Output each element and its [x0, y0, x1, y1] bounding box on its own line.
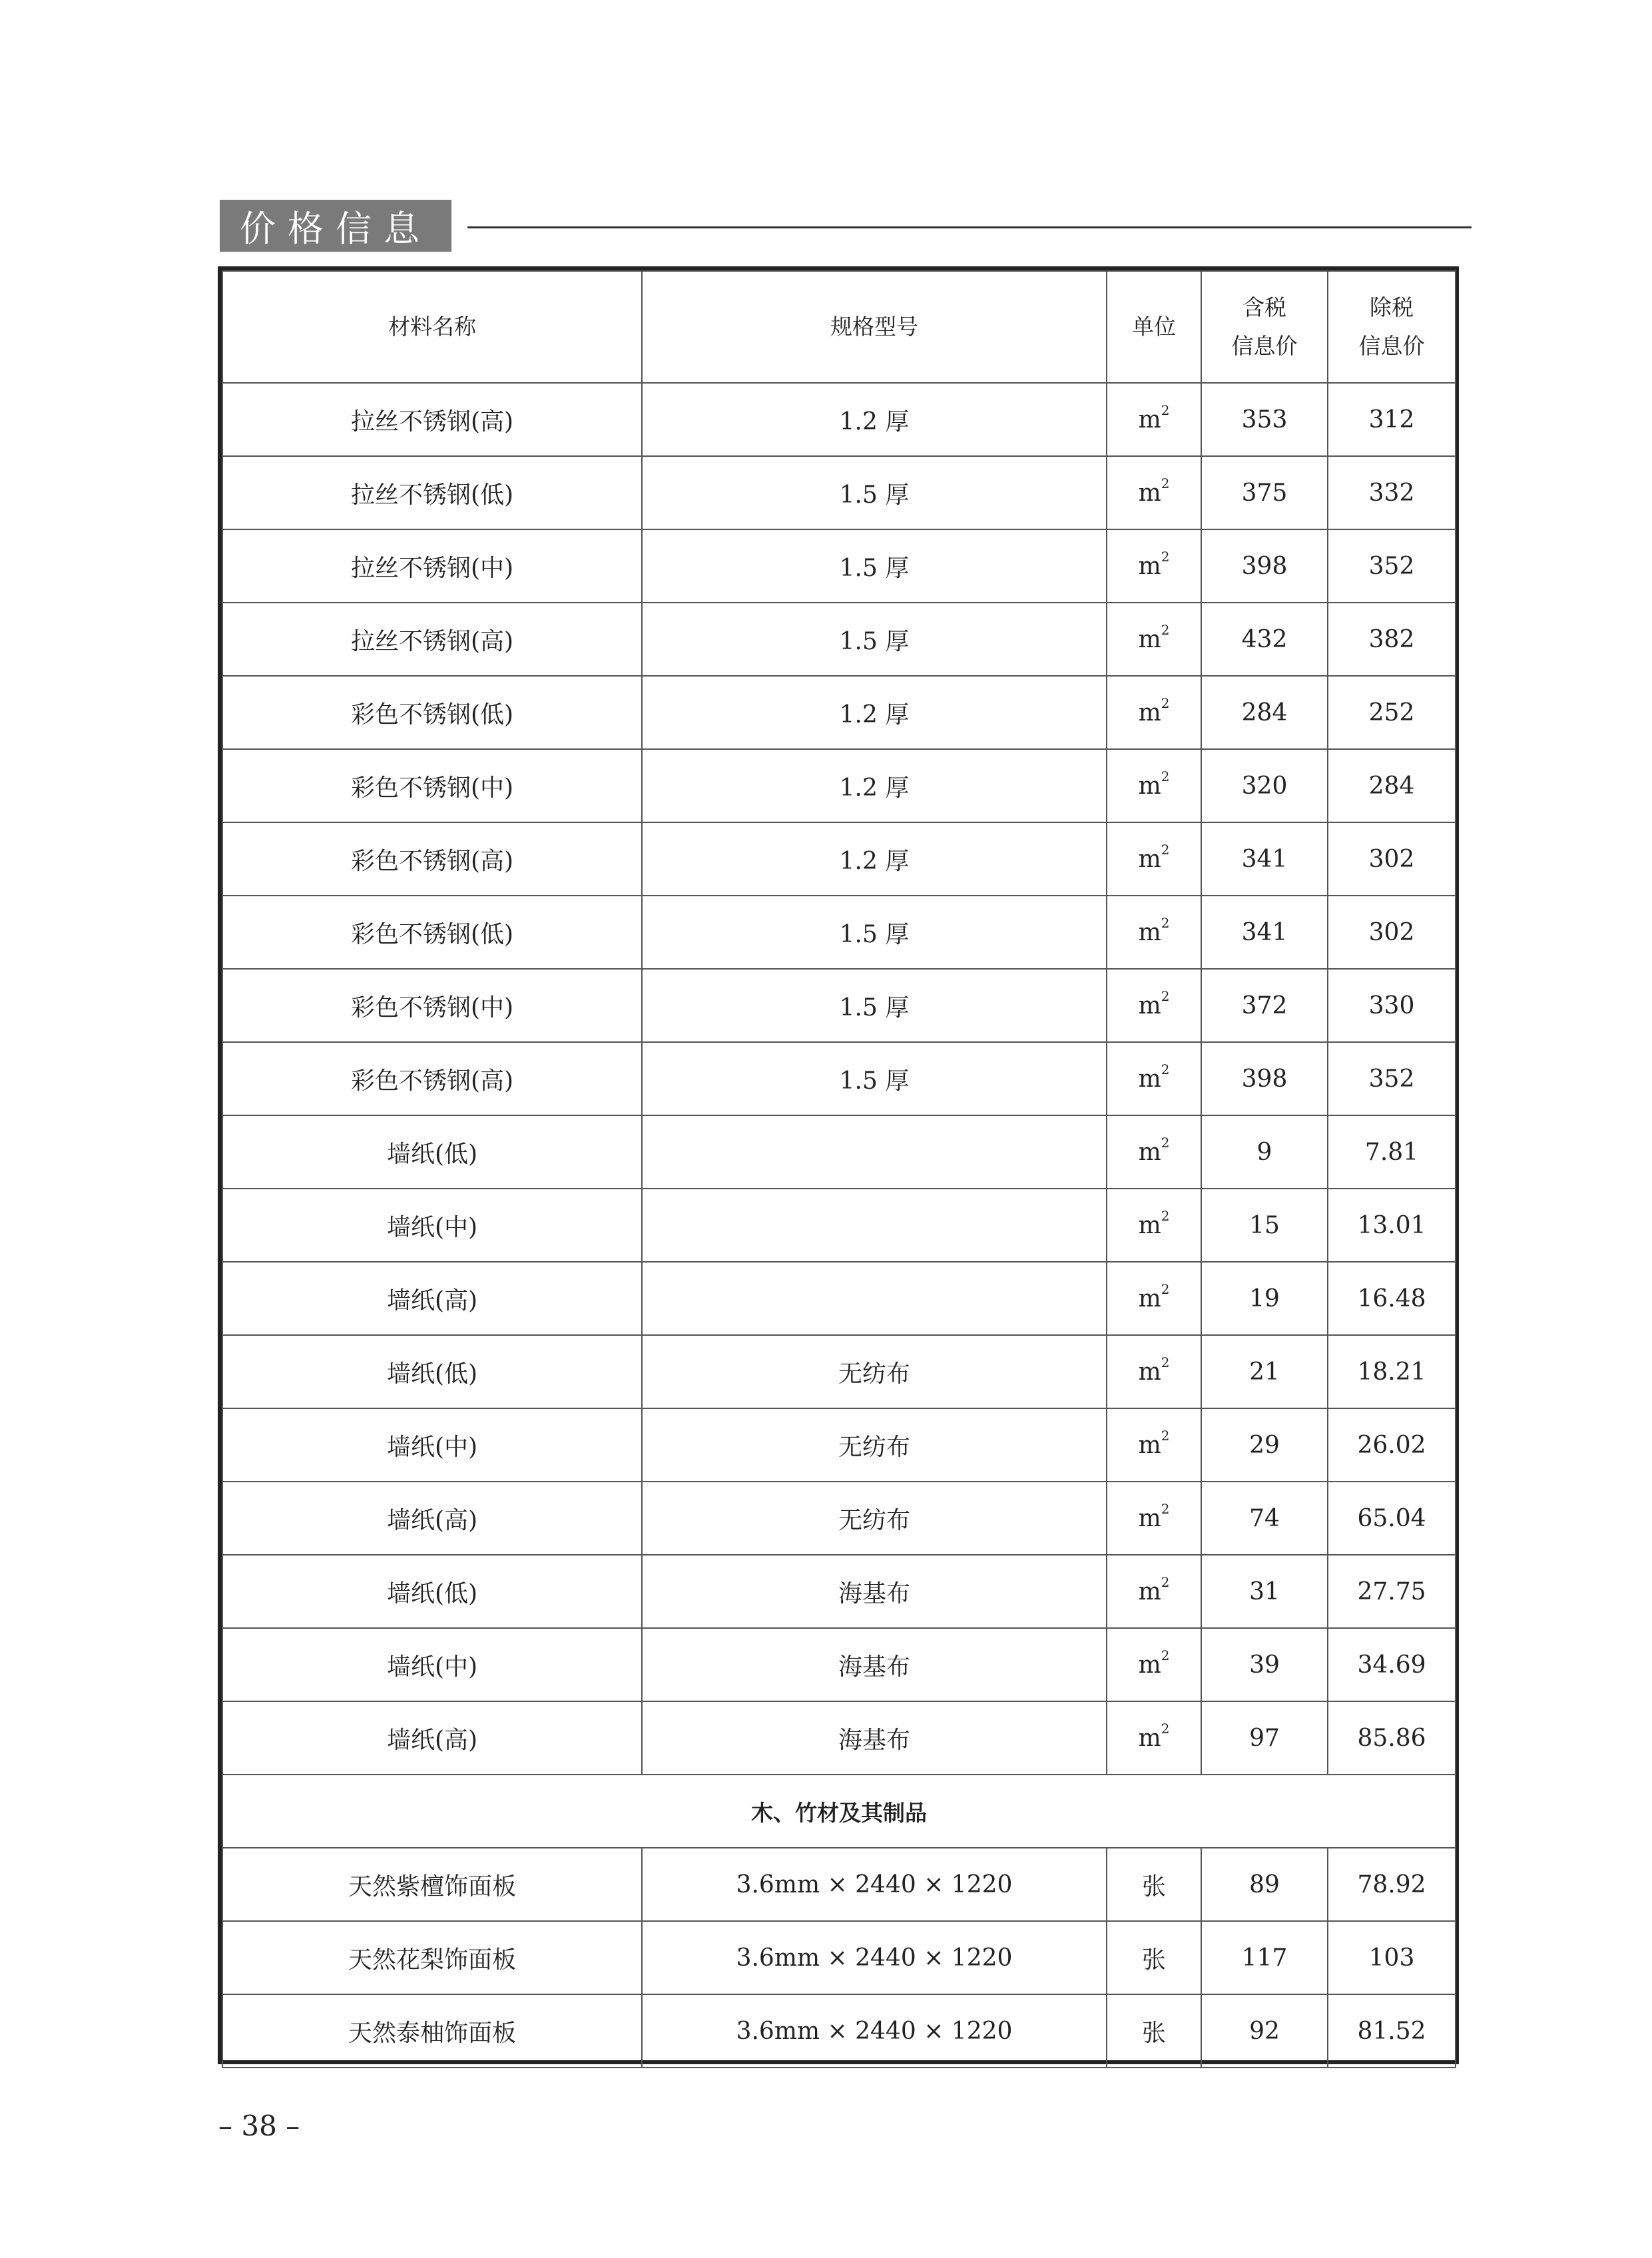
cell-tax-price: 29 [1201, 1408, 1328, 1482]
cell-tax-price: 372 [1201, 969, 1328, 1042]
cell-spec: 1.2 厚 [642, 749, 1107, 822]
cell-unit [1107, 603, 1201, 676]
cell-unit [1107, 1115, 1201, 1189]
cell-tax-price: 89 [1201, 1848, 1328, 1921]
cell-tax-price: 74 [1201, 1482, 1328, 1555]
cell-name: 墙纸(中) [222, 1408, 642, 1482]
cell-notax-price: 16.48 [1328, 1262, 1456, 1335]
cell-notax-price: 103 [1328, 1921, 1456, 1994]
cell-tax-price: 92 [1201, 1994, 1328, 2068]
table-body [222, 383, 1456, 2068]
section-title: 价格信息 [220, 200, 451, 252]
cell-name: 天然紫檀饰面板 [222, 1848, 642, 1921]
col-header-spec: 规格型号 [642, 271, 1107, 383]
cell-unit [1107, 1994, 1201, 2068]
table-row [222, 1482, 1456, 1555]
cell-tax-price: 398 [1201, 1042, 1328, 1115]
unit-superscript: 2 [1161, 548, 1170, 565]
unit-base: m [1138, 625, 1161, 653]
cell-notax-price: 34.69 [1328, 1628, 1456, 1701]
unit-base: m [1138, 1211, 1161, 1239]
cell-tax-price: 31 [1201, 1555, 1328, 1628]
cell-tax-price: 432 [1201, 603, 1328, 676]
cell-name: 墙纸(高) [222, 1262, 642, 1335]
cell-spec: 无纺布 [642, 1335, 1107, 1408]
cell-notax-price: 252 [1328, 676, 1456, 749]
table-row [222, 383, 1456, 456]
cell-notax-price: 7.81 [1328, 1115, 1456, 1189]
table-row [222, 676, 1456, 749]
cell-unit [1107, 383, 1201, 456]
table-row [222, 1848, 1456, 1921]
cell-unit [1107, 749, 1201, 822]
cell-name: 墙纸(中) [222, 1628, 642, 1701]
unit-superscript: 2 [1161, 1354, 1170, 1370]
table-row [222, 896, 1456, 969]
cell-unit [1107, 1555, 1201, 1628]
cell-spec: 无纺布 [642, 1482, 1107, 1555]
cell-notax-price: 65.04 [1328, 1482, 1456, 1555]
price-table-container [218, 266, 1459, 2064]
unit-base: m [1138, 552, 1161, 580]
cell-unit [1107, 1701, 1201, 1775]
table-row [222, 1701, 1456, 1775]
cell-name: 彩色不锈钢(高) [222, 822, 642, 896]
cell-spec: 1.5 厚 [642, 529, 1107, 603]
cell-tax-price: 398 [1201, 529, 1328, 603]
cell-unit [1107, 896, 1201, 969]
cell-spec: 1.2 厚 [642, 676, 1107, 749]
cell-spec [642, 1262, 1107, 1335]
cell-notax-price: 27.75 [1328, 1555, 1456, 1628]
cell-name: 彩色不锈钢(低) [222, 896, 642, 969]
cell-spec [642, 1115, 1107, 1189]
unit-base: m [1138, 1504, 1161, 1532]
cell-spec: 1.5 厚 [642, 603, 1107, 676]
unit-base: m [1138, 1358, 1161, 1386]
table-row [222, 1042, 1456, 1115]
col-header-name: 材料名称 [222, 271, 642, 383]
cell-notax-price: 284 [1328, 749, 1456, 822]
unit-superscript: 2 [1161, 1134, 1170, 1151]
cell-notax-price: 302 [1328, 896, 1456, 969]
table-row [222, 529, 1456, 603]
cell-notax-price: 332 [1328, 456, 1456, 529]
cell-spec: 3.6mm × 2440 × 1220 [642, 1994, 1107, 2068]
cell-unit [1107, 1189, 1201, 1262]
cell-name: 拉丝不锈钢(高) [222, 603, 642, 676]
cell-notax-price: 85.86 [1328, 1701, 1456, 1775]
unit-base: 张 [1141, 2019, 1166, 2047]
cell-notax-price: 26.02 [1328, 1408, 1456, 1482]
table-row [222, 1921, 1456, 1994]
unit-base: m [1138, 1724, 1161, 1752]
cell-spec: 1.2 厚 [642, 383, 1107, 456]
cell-tax-price: 284 [1201, 676, 1328, 749]
cell-spec: 1.5 厚 [642, 1042, 1107, 1115]
col-header-tax-price: 含税 信息价 [1201, 271, 1328, 383]
cell-spec: 3.6mm × 2440 × 1220 [642, 1921, 1107, 1994]
page-number: – 38 – [218, 2110, 300, 2142]
col-header-unit: 单位 [1107, 271, 1201, 383]
unit-superscript: 2 [1161, 988, 1170, 1004]
cell-name: 墙纸(低) [222, 1335, 642, 1408]
cell-unit [1107, 969, 1201, 1042]
cell-notax-price: 382 [1328, 603, 1456, 676]
cell-unit [1107, 1042, 1201, 1115]
col-header-notax-price: 除税 信息价 [1328, 271, 1456, 383]
unit-superscript: 2 [1161, 1280, 1170, 1297]
unit-base: m [1138, 1065, 1161, 1093]
cell-unit [1107, 1262, 1201, 1335]
category-row [222, 1775, 1456, 1848]
cell-name: 墙纸(中) [222, 1189, 642, 1262]
cell-name: 拉丝不锈钢(中) [222, 529, 642, 603]
unit-base: m [1138, 845, 1161, 873]
cell-notax-price: 13.01 [1328, 1189, 1456, 1262]
price-table [222, 270, 1456, 2068]
cell-notax-price: 81.52 [1328, 1994, 1456, 2068]
unit-base: m [1138, 1651, 1161, 1679]
unit-base: m [1138, 479, 1161, 507]
cell-notax-price: 330 [1328, 969, 1456, 1042]
cell-name: 墙纸(低) [222, 1555, 642, 1628]
cell-tax-price: 353 [1201, 383, 1328, 456]
cell-notax-price: 352 [1328, 1042, 1456, 1115]
cell-tax-price: 15 [1201, 1189, 1328, 1262]
unit-superscript: 2 [1161, 402, 1170, 418]
table-header-row [222, 271, 1456, 383]
cell-tax-price: 375 [1201, 456, 1328, 529]
unit-base: m [1138, 991, 1161, 1019]
cell-spec: 1.2 厚 [642, 822, 1107, 896]
unit-base: m [1138, 1431, 1161, 1459]
unit-base: m [1138, 1577, 1161, 1605]
unit-superscript: 2 [1161, 841, 1170, 858]
unit-base: m [1138, 1284, 1161, 1312]
cell-unit [1107, 1628, 1201, 1701]
unit-superscript: 2 [1161, 621, 1170, 638]
cell-spec [642, 1189, 1107, 1262]
unit-superscript: 2 [1161, 1207, 1170, 1224]
cell-unit [1107, 822, 1201, 896]
cell-name: 墙纸(高) [222, 1701, 642, 1775]
table-row [222, 1628, 1456, 1701]
unit-base: m [1138, 1138, 1161, 1166]
cell-tax-price: 117 [1201, 1921, 1328, 1994]
unit-superscript: 2 [1161, 1427, 1170, 1444]
cell-name: 彩色不锈钢(中) [222, 749, 642, 822]
table-row [222, 1994, 1456, 2068]
table-row [222, 1408, 1456, 1482]
cell-tax-price: 39 [1201, 1628, 1328, 1701]
cell-tax-price: 19 [1201, 1262, 1328, 1335]
cell-unit [1107, 1408, 1201, 1482]
table-row [222, 1262, 1456, 1335]
cell-name: 天然泰柚饰面板 [222, 1994, 642, 2068]
unit-superscript: 2 [1161, 475, 1170, 491]
table-row [222, 456, 1456, 529]
cell-unit [1107, 529, 1201, 603]
cell-notax-price: 78.92 [1328, 1848, 1456, 1921]
cell-unit [1107, 1848, 1201, 1921]
cell-name: 彩色不锈钢(高) [222, 1042, 642, 1115]
cell-tax-price: 21 [1201, 1335, 1328, 1408]
cell-name: 天然花梨饰面板 [222, 1921, 642, 1994]
unit-superscript: 2 [1161, 1500, 1170, 1517]
cell-name: 墙纸(低) [222, 1115, 642, 1189]
cell-unit [1107, 676, 1201, 749]
cell-tax-price: 341 [1201, 896, 1328, 969]
category-label: 木、竹材及其制品 [222, 1775, 1456, 1848]
unit-base: 张 [1141, 1872, 1166, 1900]
unit-superscript: 2 [1161, 768, 1170, 784]
cell-tax-price: 97 [1201, 1701, 1328, 1775]
cell-spec: 3.6mm × 2440 × 1220 [642, 1848, 1107, 1921]
unit-superscript: 2 [1161, 1061, 1170, 1077]
cell-name: 拉丝不锈钢(高) [222, 383, 642, 456]
table-row [222, 603, 1456, 676]
table-row [222, 1555, 1456, 1628]
cell-tax-price: 320 [1201, 749, 1328, 822]
cell-tax-price: 341 [1201, 822, 1328, 896]
unit-superscript: 2 [1161, 914, 1170, 931]
cell-spec: 海基布 [642, 1628, 1107, 1701]
cell-name: 墙纸(高) [222, 1482, 642, 1555]
unit-base: m [1138, 772, 1161, 800]
table-row [222, 969, 1456, 1042]
cell-notax-price: 312 [1328, 383, 1456, 456]
cell-spec: 海基布 [642, 1555, 1107, 1628]
cell-unit [1107, 1482, 1201, 1555]
cell-spec: 1.5 厚 [642, 969, 1107, 1042]
unit-base: m [1138, 918, 1161, 946]
unit-base: 张 [1141, 1946, 1166, 1974]
cell-spec: 1.5 厚 [642, 456, 1107, 529]
unit-base: m [1138, 699, 1161, 726]
cell-spec: 海基布 [642, 1701, 1107, 1775]
cell-tax-price: 9 [1201, 1115, 1328, 1189]
table-row [222, 822, 1456, 896]
cell-notax-price: 302 [1328, 822, 1456, 896]
table-row [222, 749, 1456, 822]
cell-name: 彩色不锈钢(低) [222, 676, 642, 749]
unit-superscript: 2 [1161, 1647, 1170, 1663]
table-row [222, 1189, 1456, 1262]
unit-superscript: 2 [1161, 695, 1170, 711]
unit-superscript: 2 [1161, 1720, 1170, 1737]
table-row [222, 1335, 1456, 1408]
header-divider [467, 226, 1472, 228]
cell-name: 拉丝不锈钢(低) [222, 456, 642, 529]
cell-spec: 1.5 厚 [642, 896, 1107, 969]
section-header [220, 200, 1472, 252]
unit-base: m [1138, 406, 1161, 433]
cell-unit [1107, 1921, 1201, 1994]
cell-spec: 无纺布 [642, 1408, 1107, 1482]
table-row [222, 1115, 1456, 1189]
cell-notax-price: 352 [1328, 529, 1456, 603]
cell-unit [1107, 1335, 1201, 1408]
unit-superscript: 2 [1161, 1573, 1170, 1590]
cell-unit [1107, 456, 1201, 529]
cell-name: 彩色不锈钢(中) [222, 969, 642, 1042]
cell-notax-price: 18.21 [1328, 1335, 1456, 1408]
